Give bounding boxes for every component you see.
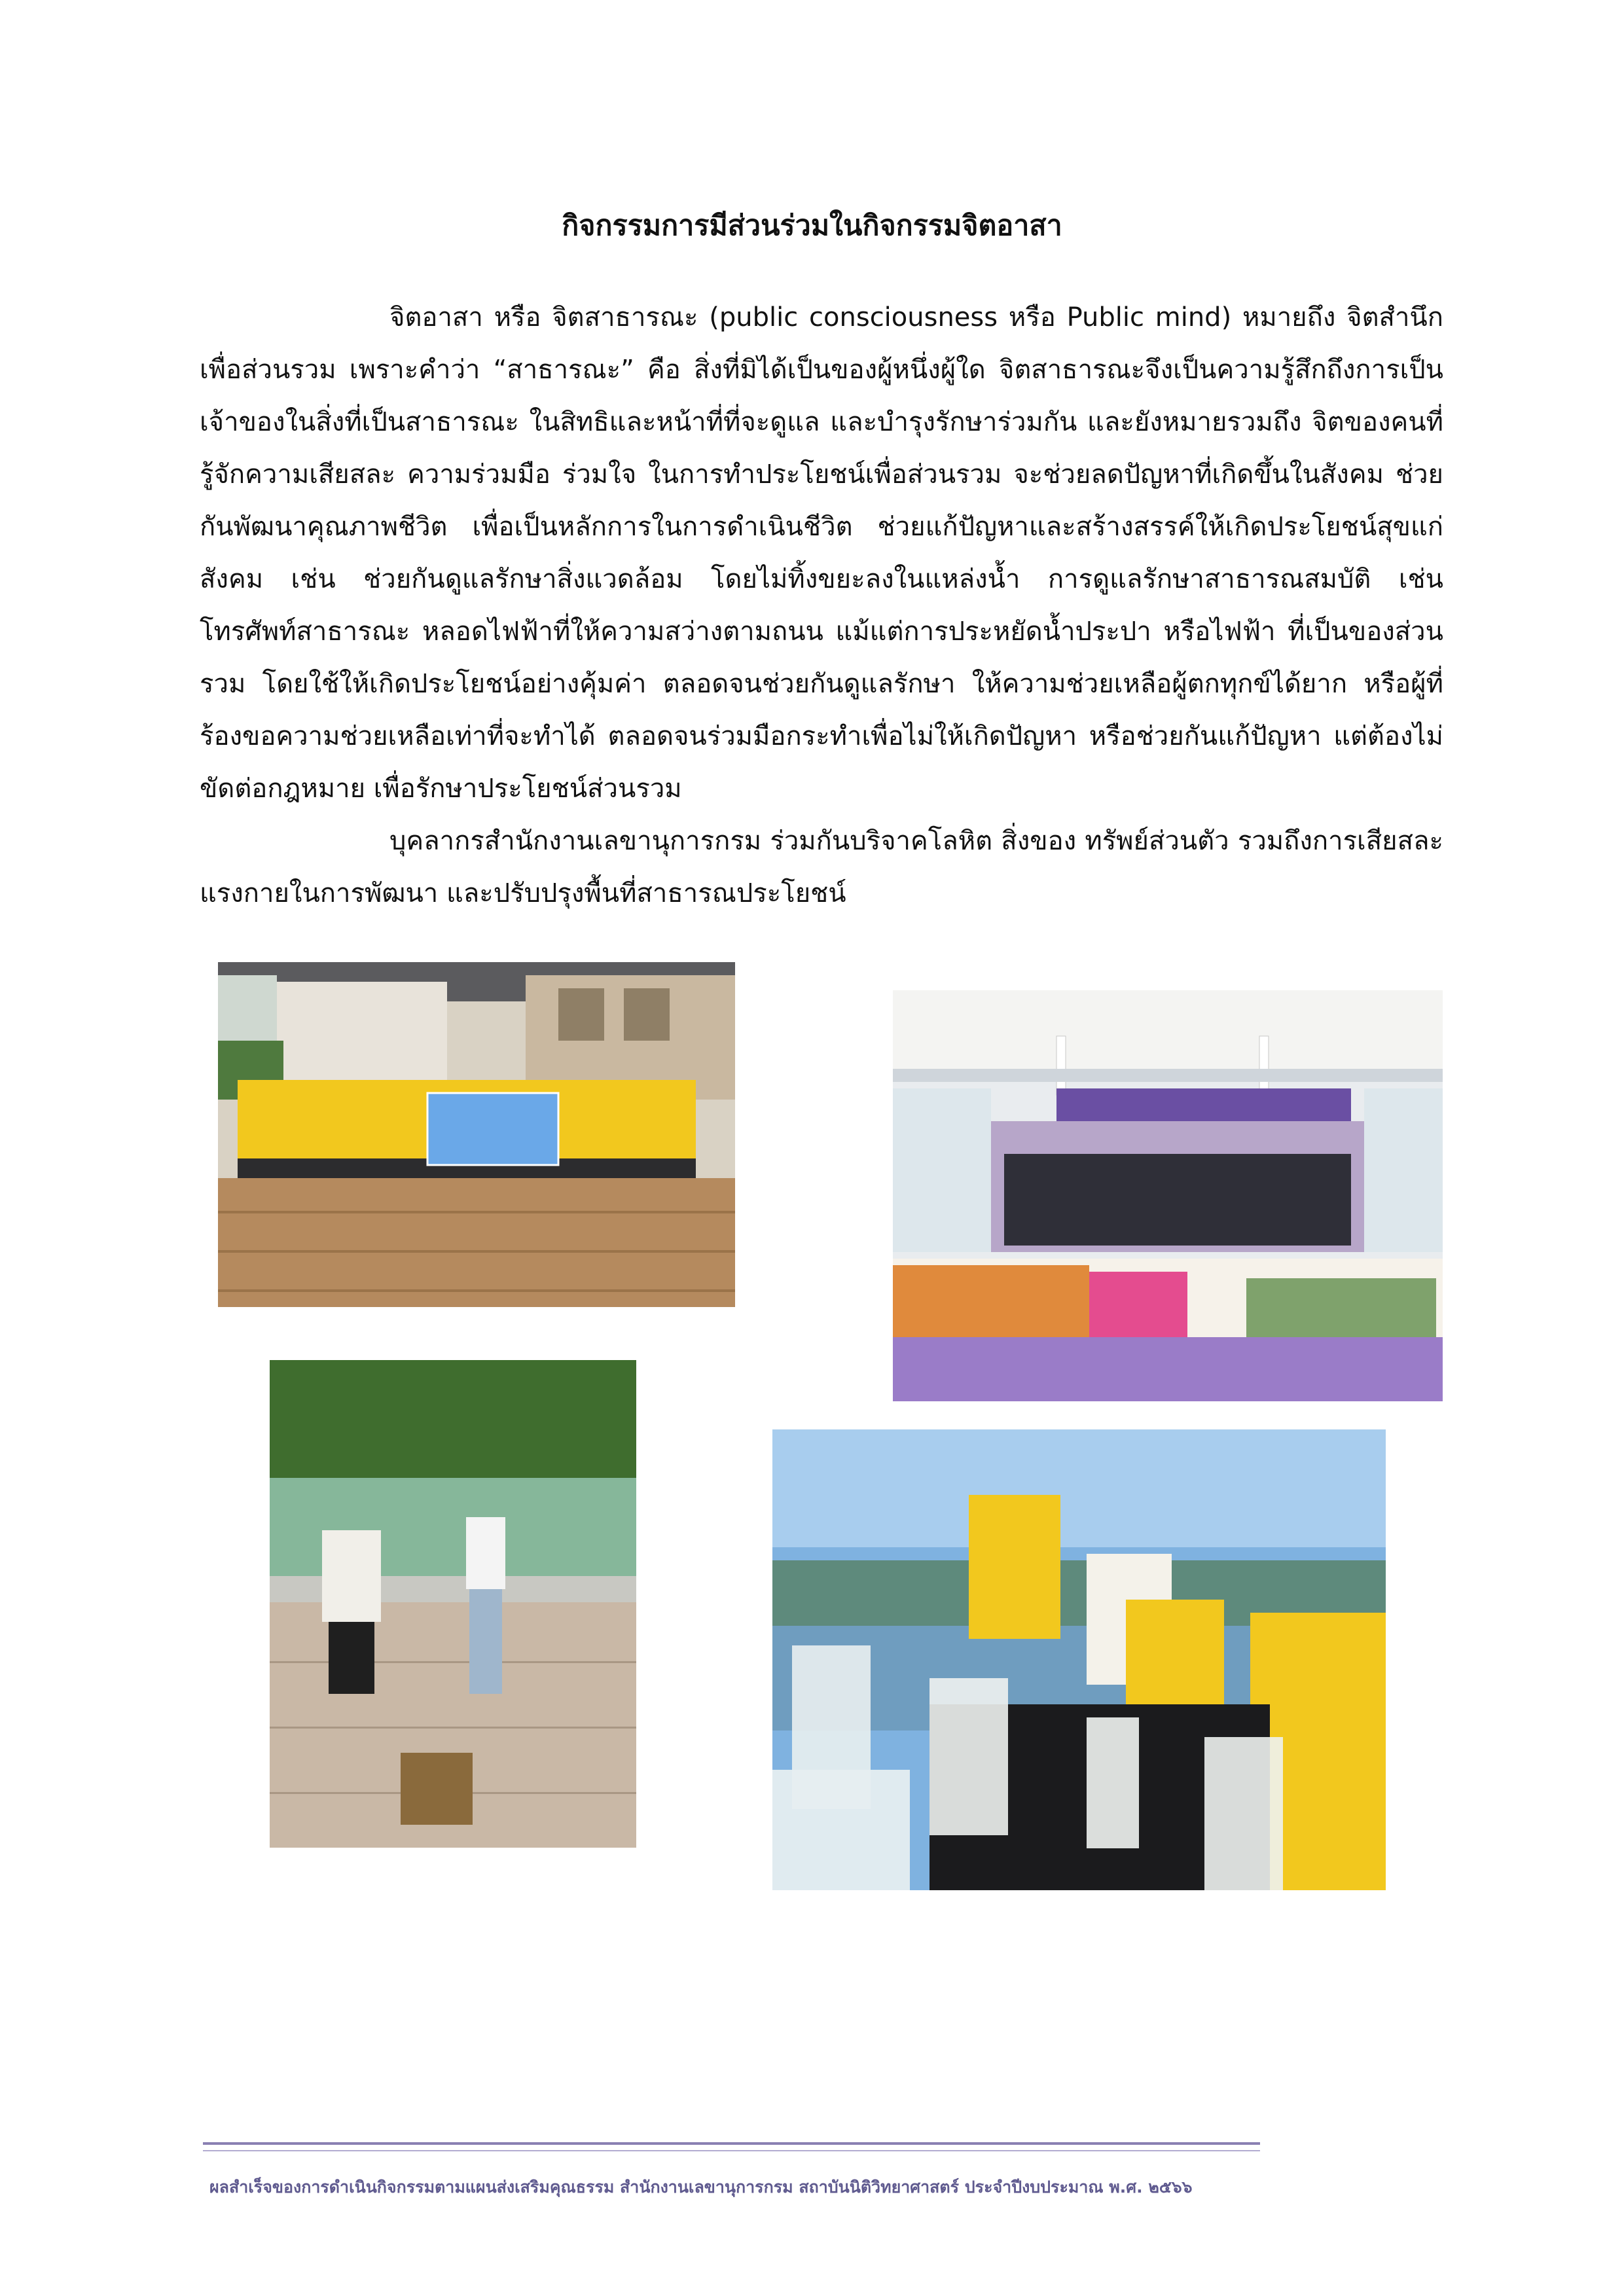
footer-text: ผลสำเร็จของการดำเนินกิจกรรมตามแผนส่งเสริมคุณธรรม สำนักงานเลขานุการกรม สถาบันนิติวิทยาศาสตร์ ประจำปีงบประมาณ พ.ศ. ๒๕๖๖	[209, 2178, 1193, 2197]
paragraph-definition: จิตอาสา หรือ จิตสาธารณะ (public consciousness หรือ Public mind) หมายถึง จิตสำนึกเพื่อส่วนรวม เพราะคำว่า “สาธารณะ” คือ สิ่งที่มิได้เป็นของผู้หนึ่งผู้ใด จิตสาธารณะจึงเป็นความรู้สึกถึงการเป็นเจ้าของในสิ่งที่เป็นสาธารณะ ในสิทธิและหน้าที่ที่จะดูแล และบำรุงรักษาร่วมกัน และยังหมายรวมถึง จิตของคนที่รู้จักความเสียสละ ความร่วมมือ ร่วมใจ ในการทำประโยชน์เพื่อส่วนรวม จะช่วยลดปัญหาที่เกิดขึ้นในสังคม ช่วยกันพัฒนาคุณภาพชีวิต เพื่อเป็นหลักการในการดำเนินชีวิต ช่วยแก้ปัญหาและสร้างสรรค์ให้เกิดประโยชน์สุขแก่สังคม เช่น ช่วยกันดูแลรักษาสิ่งแวดล้อม โดยไม่ทิ้งขยะลงในแหล่งน้ำ การดูแลรักษาสาธารณสมบัติ เช่น โทรศัพท์สาธารณะ หลอดไฟฟ้าที่ให้ความสว่างตามถนน แม้แต่การประหยัดน้ำประปา หรือไฟฟ้า ที่เป็นของส่วนรวม โดยใช้ให้เกิดประโยชน์อย่างคุ้มค่า ตลอดจนช่วยกันดูแลรักษา ให้ความช่วยเหลือผู้ตกทุกข์ได้ยาก หรือผู้ที่ร้องขอความช่วยเหลือเท่าที่จะทำได้ ตลอดจนร่วมมือกระทำเพื่อไม่ให้เกิดปัญหา หรือช่วยกันแก้ปัญหา แต่ต้องไม่ขัดต่อกฎหมาย เพื่อรักษาประโยชน์ส่วนรวม	[200, 302, 1443, 804]
photo-sweeping-leaves	[270, 1360, 636, 1848]
photo-releasing-fish	[772, 1429, 1386, 1890]
footer-rule	[203, 2142, 1260, 2151]
photo-group-yellow-shirts	[218, 962, 735, 1307]
body-text	[200, 291, 1443, 920]
photo-donation-goods	[893, 990, 1443, 1401]
paragraph-staff-activities: บุคลากรสำนักงานเลขานุการกรม ร่วมกันบริจาคโลหิต สิ่งของ ทรัพย์ส่วนตัว รวมถึงการเสียสละแรงกายในการพัฒนา และปรับปรุงพื้นที่สาธารณประโยชน์	[200, 826, 1443, 908]
page-title: กิจกรรมการมีส่วนร่วมในกิจกรรมจิตอาสา	[562, 209, 1062, 242]
